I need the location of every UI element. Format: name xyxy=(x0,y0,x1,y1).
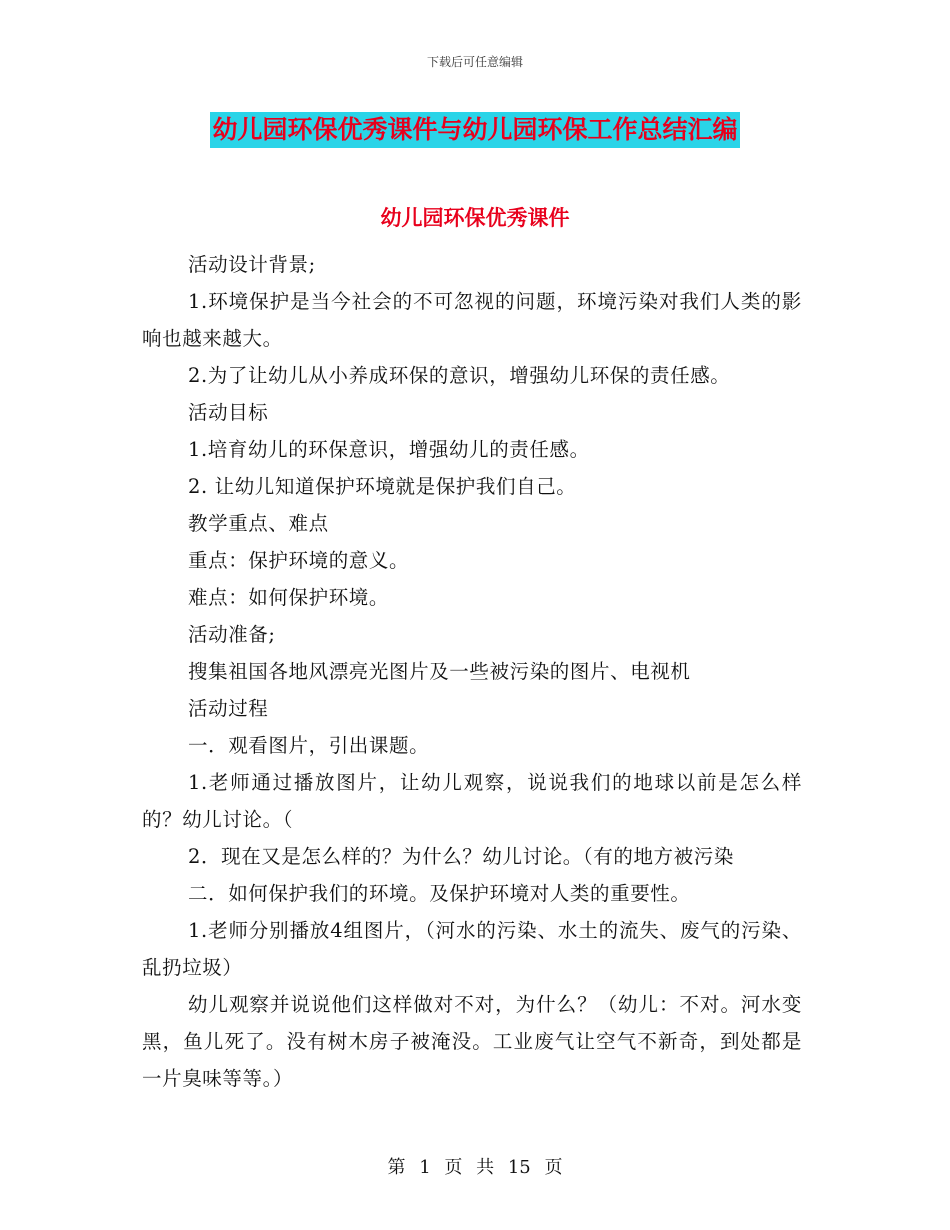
page-footer: 第 1 页 共 15 页 xyxy=(387,1157,563,1178)
paragraph: 二．如何保护我们的环境。及保护环境对人类的重要性。 xyxy=(188,882,691,905)
paragraph: 活动准备; xyxy=(188,623,276,646)
paragraph: 2. 让幼儿知道保护环境就是保护我们自己。 xyxy=(188,475,577,498)
paragraph: 重点：保护环境的意义。 xyxy=(188,549,410,572)
paragraph: 教学重点、难点 xyxy=(188,512,329,535)
paragraph: 一．观看图片，引出课题。 xyxy=(188,734,430,757)
document-title: 幼儿园环保优秀课件与幼儿园环保工作总结汇编 xyxy=(210,112,739,148)
document-body xyxy=(142,246,802,1097)
paragraph: 活动过程 xyxy=(188,697,269,720)
paragraph: 幼儿观察并说说他们这样做对不对，为什么？（幼儿：不对。河水变黑，鱼儿死了。没有树木房子被淹没。工业废气让空气不新奇，到处都是一片臭味等等。） xyxy=(142,993,802,1090)
paragraph: 活动目标 xyxy=(188,401,269,424)
paragraph: 1.培育幼儿的环保意识，增强幼儿的责任感。 xyxy=(188,438,590,461)
paragraph: 搜集祖国各地风漂亮光图片及一些被污染的图片、电视机 xyxy=(188,660,691,683)
header-note: 下载后可任意编辑 xyxy=(426,55,523,69)
paragraph: 2.为了让幼儿从小养成环保的意识，增强幼儿环保的责任感。 xyxy=(188,364,731,387)
paragraph: 活动设计背景; xyxy=(188,253,316,276)
paragraph: 1.老师分别播放4组图片，（河水的污染、水土的流失、废气的污染、乱扔垃圾） xyxy=(142,919,802,979)
document-title-container xyxy=(0,112,950,148)
paragraph: 1.老师通过播放图片，让幼儿观察，说说我们的地球以前是怎么样的？幼儿讨论。（ xyxy=(142,771,802,831)
section-title: 幼儿园环保优秀课件 xyxy=(380,206,570,230)
paragraph: 难点：如何保护环境。 xyxy=(188,586,390,609)
paragraph: 1.环境保护是当今社会的不可忽视的问题，环境污染对我们人类的影响也越来越大。 xyxy=(142,290,802,350)
paragraph: 2．现在又是怎么样的？为什么？幼儿讨论。（有的地方被污染 xyxy=(188,845,734,868)
